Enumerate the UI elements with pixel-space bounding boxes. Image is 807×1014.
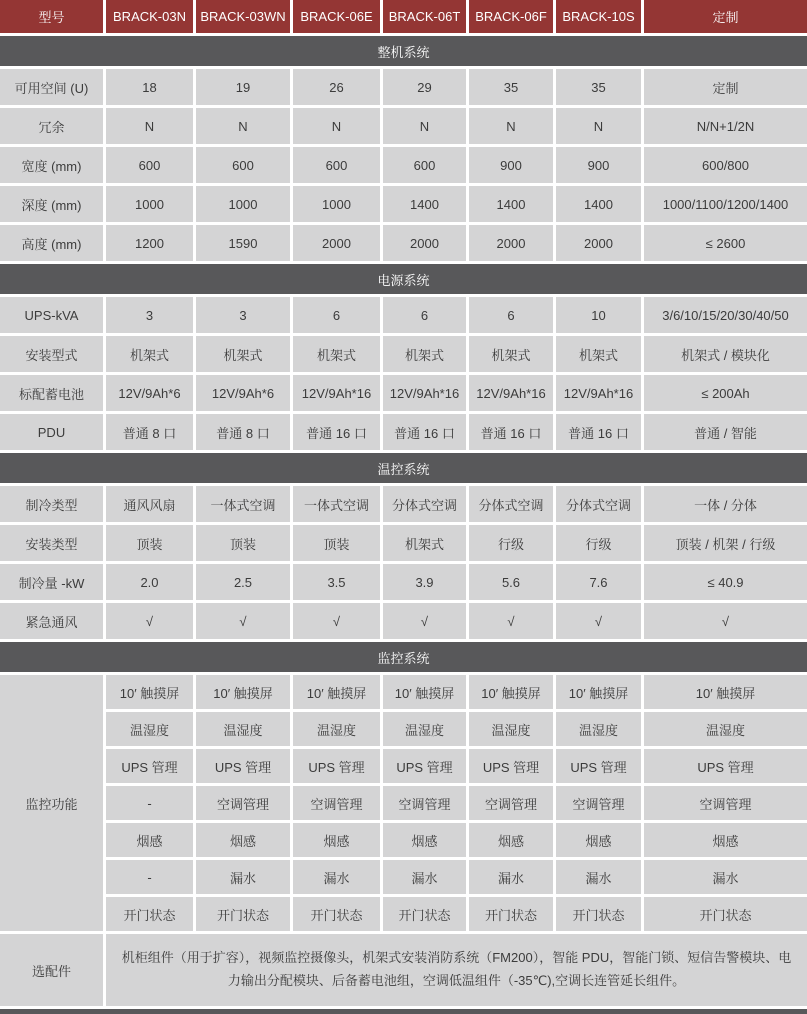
table-header-row (0, 0, 807, 33)
spec-cell: √ (644, 603, 807, 639)
spec-cell: 35 (469, 69, 553, 105)
monitoring-cell: 温湿度 (196, 712, 290, 746)
monitoring-cell: 开门状态 (196, 897, 290, 931)
monitoring-cell: 10′ 触摸屏 (644, 675, 807, 709)
monitoring-cell: - (106, 786, 193, 820)
section-title-bar: 整机系统 (0, 36, 807, 66)
spec-cell: 1000/1100/1200/1400 (644, 186, 807, 222)
spec-cell: 2000 (556, 225, 641, 261)
monitoring-cell: UPS 管理 (556, 749, 641, 783)
options-row (0, 934, 807, 1006)
spec-cell: ≤ 2600 (644, 225, 807, 261)
model-header-cell: BRACK-06F (469, 0, 553, 33)
monitoring-cell: 漏水 (469, 860, 553, 894)
spec-cell: 6 (383, 297, 466, 333)
row-label: 安装类型 (0, 525, 103, 561)
spec-cell: 12V/9Ah*6 (196, 375, 290, 411)
spec-cell: 一体式空调 (293, 486, 380, 522)
monitoring-cell: 开门状态 (644, 897, 807, 931)
table-row (0, 525, 807, 561)
monitoring-cell: 漏水 (383, 860, 466, 894)
spec-cell: 600 (106, 147, 193, 183)
monitoring-cell: 温湿度 (106, 712, 193, 746)
monitoring-cell: 开门状态 (383, 897, 466, 931)
spec-cell: 普通 16 口 (293, 414, 380, 450)
spec-cell: 1590 (196, 225, 290, 261)
row-label: 深度 (mm) (0, 186, 103, 222)
spec-cell: 机架式 (469, 336, 553, 372)
spec-cell: 1400 (556, 186, 641, 222)
monitoring-cell: 10′ 触摸屏 (196, 675, 290, 709)
table-row (0, 603, 807, 639)
monitoring-cell: 烟感 (293, 823, 380, 857)
monitoring-cell: 10′ 触摸屏 (383, 675, 466, 709)
spec-cell: 3/6/10/15/20/30/40/50 (644, 297, 807, 333)
spec-cell: ≤ 200Ah (644, 375, 807, 411)
monitoring-cell: 空调管理 (293, 786, 380, 820)
spec-cell: 机架式 / 模块化 (644, 336, 807, 372)
model-column-header: 型号 (0, 0, 103, 33)
monitoring-cell: 空调管理 (556, 786, 641, 820)
monitoring-cell: 烟感 (469, 823, 553, 857)
monitoring-cell: 空调管理 (469, 786, 553, 820)
spec-cell: 12V/9Ah*16 (469, 375, 553, 411)
spec-cell: 3.5 (293, 564, 380, 600)
monitoring-cell: 烟感 (383, 823, 466, 857)
spec-cell: 600 (383, 147, 466, 183)
model-header-cell: BRACK-03N (106, 0, 193, 33)
table-row (0, 297, 807, 333)
table-row (0, 414, 807, 450)
row-label: 高度 (mm) (0, 225, 103, 261)
spec-cell: √ (196, 603, 290, 639)
spec-cell: 一体式空调 (196, 486, 290, 522)
table-row (0, 336, 807, 372)
monitoring-cell: 漏水 (293, 860, 380, 894)
spec-cell: 机架式 (383, 336, 466, 372)
monitoring-cell: UPS 管理 (469, 749, 553, 783)
spec-cell: 1000 (293, 186, 380, 222)
row-label: 制冷量 -kW (0, 564, 103, 600)
monitoring-cell: 温湿度 (556, 712, 641, 746)
monitoring-cell: 10′ 触摸屏 (106, 675, 193, 709)
monitoring-cell: 烟感 (644, 823, 807, 857)
model-header-cell: BRACK-03WN (196, 0, 290, 33)
monitoring-cell: 10′ 触摸屏 (469, 675, 553, 709)
spec-cell: 1000 (106, 186, 193, 222)
spec-cell: 1400 (469, 186, 553, 222)
spec-cell: 行级 (556, 525, 641, 561)
section-title-bar: 监控系统 (0, 642, 807, 672)
model-header-cell: BRACK-06T (383, 0, 466, 33)
spec-cell: 机架式 (383, 525, 466, 561)
monitoring-cell: 温湿度 (469, 712, 553, 746)
monitoring-cell: 漏水 (644, 860, 807, 894)
monitoring-cell: 空调管理 (383, 786, 466, 820)
spec-cell: 分体式空调 (556, 486, 641, 522)
spec-cell: 5.6 (469, 564, 553, 600)
row-label: 安装型式 (0, 336, 103, 372)
table-row (0, 225, 807, 261)
monitoring-cell: 开门状态 (106, 897, 193, 931)
table-row (0, 108, 807, 144)
model-header-cell: BRACK-06E (293, 0, 380, 33)
monitoring-cell: 温湿度 (644, 712, 807, 746)
monitoring-cell: 空调管理 (196, 786, 290, 820)
spec-cell: 一体 / 分体 (644, 486, 807, 522)
monitoring-cell: UPS 管理 (196, 749, 290, 783)
spec-cell: 普通 16 口 (556, 414, 641, 450)
spec-cell: N (383, 108, 466, 144)
monitoring-cell: 空调管理 (644, 786, 807, 820)
spec-cell: N/N+1/2N (644, 108, 807, 144)
spec-cell: 900 (556, 147, 641, 183)
monitoring-cell: 10′ 触摸屏 (293, 675, 380, 709)
spec-cell: 19 (196, 69, 290, 105)
spec-cell: N (556, 108, 641, 144)
table-row (0, 186, 807, 222)
spec-cell: 顶装 (106, 525, 193, 561)
spec-cell: 600/800 (644, 147, 807, 183)
row-label: 宽度 (mm) (0, 147, 103, 183)
spec-cell: 29 (383, 69, 466, 105)
spec-cell: √ (469, 603, 553, 639)
spec-cell: 2000 (469, 225, 553, 261)
spec-cell: N (106, 108, 193, 144)
monitoring-cell: 温湿度 (383, 712, 466, 746)
monitoring-cell: 温湿度 (293, 712, 380, 746)
spec-cell: 3 (106, 297, 193, 333)
spec-cell: N (196, 108, 290, 144)
monitoring-cell: 10′ 触摸屏 (556, 675, 641, 709)
row-label: UPS-kVA (0, 297, 103, 333)
monitoring-block (0, 675, 807, 931)
row-label: PDU (0, 414, 103, 450)
spec-cell: 机架式 (196, 336, 290, 372)
table-row (0, 486, 807, 522)
bottom-bar (0, 1009, 807, 1014)
spec-cell: √ (106, 603, 193, 639)
spec-cell: 机架式 (106, 336, 193, 372)
spec-cell: 通风风扇 (106, 486, 193, 522)
spec-cell: 顶装 (196, 525, 290, 561)
table-row (0, 375, 807, 411)
spec-cell: 3.9 (383, 564, 466, 600)
monitoring-cell: 开门状态 (293, 897, 380, 931)
monitoring-cell: UPS 管理 (293, 749, 380, 783)
row-label: 紧急通风 (0, 603, 103, 639)
monitoring-cell: 烟感 (106, 823, 193, 857)
spec-cell: N (469, 108, 553, 144)
spec-cell: 35 (556, 69, 641, 105)
options-label: 选配件 (0, 934, 103, 1006)
monitoring-cell: 烟感 (556, 823, 641, 857)
monitoring-cell: 漏水 (196, 860, 290, 894)
spec-cell: √ (556, 603, 641, 639)
spec-cell: 普通 8 口 (196, 414, 290, 450)
spec-cell: 12V/9Ah*16 (556, 375, 641, 411)
monitoring-cell: UPS 管理 (644, 749, 807, 783)
section-title-bar: 电源系统 (0, 264, 807, 294)
spec-cell: N (293, 108, 380, 144)
spec-cell: 1200 (106, 225, 193, 261)
monitoring-cell: 开门状态 (469, 897, 553, 931)
spec-cell: 1400 (383, 186, 466, 222)
monitoring-cell: 烟感 (196, 823, 290, 857)
spec-cell: 12V/9Ah*16 (293, 375, 380, 411)
spec-cell: √ (293, 603, 380, 639)
section-title-bar: 温控系统 (0, 453, 807, 483)
monitoring-grid (106, 675, 807, 931)
spec-cell: 普通 8 口 (106, 414, 193, 450)
spec-cell: 分体式空调 (383, 486, 466, 522)
spec-cell: 12V/9Ah*6 (106, 375, 193, 411)
spec-cell: 900 (469, 147, 553, 183)
row-label: 可用空间 (U) (0, 69, 103, 105)
spec-cell: √ (383, 603, 466, 639)
table-row (0, 564, 807, 600)
model-header-cell: BRACK-10S (556, 0, 641, 33)
spec-cell: 顶装 / 机架 / 行级 (644, 525, 807, 561)
spec-cell: 2000 (383, 225, 466, 261)
table-row (0, 147, 807, 183)
spec-cell: 26 (293, 69, 380, 105)
spec-cell: 10 (556, 297, 641, 333)
spec-cell: 18 (106, 69, 193, 105)
row-label: 标配蓄电池 (0, 375, 103, 411)
spec-cell: 12V/9Ah*16 (383, 375, 466, 411)
spec-cell: 2.0 (106, 564, 193, 600)
row-label: 冗余 (0, 108, 103, 144)
spec-cell: 600 (293, 147, 380, 183)
monitoring-cell: 漏水 (556, 860, 641, 894)
spec-cell: 6 (469, 297, 553, 333)
spec-cell: ≤ 40.9 (644, 564, 807, 600)
spec-cell: 行级 (469, 525, 553, 561)
spec-cell: 2.5 (196, 564, 290, 600)
row-label: 制冷类型 (0, 486, 103, 522)
spec-cell: 顶装 (293, 525, 380, 561)
spec-cell: 7.6 (556, 564, 641, 600)
model-header-cell: 定制 (644, 0, 807, 33)
spec-cell: 普通 16 口 (469, 414, 553, 450)
monitoring-cell: UPS 管理 (383, 749, 466, 783)
spec-cell: 600 (196, 147, 290, 183)
spec-cell: 定制 (644, 69, 807, 105)
spec-cell: 2000 (293, 225, 380, 261)
spec-cell: 普通 / 智能 (644, 414, 807, 450)
monitoring-cell: - (106, 860, 193, 894)
options-text: 机柜组件（用于扩容），视频监控摄像头，机架式安装消防系统（FM200），智能 PDU，智能门锁、短信告警模块、电力输出分配模块、后备蓄电池组，空调低温组件（-35℃),空调长连管延长组件。 (106, 934, 807, 1006)
spec-cell: 6 (293, 297, 380, 333)
spec-cell: 1000 (196, 186, 290, 222)
table-row (0, 69, 807, 105)
monitoring-label: 监控功能 (0, 675, 103, 931)
spec-cell: 3 (196, 297, 290, 333)
spec-cell: 机架式 (556, 336, 641, 372)
spec-cell: 分体式空调 (469, 486, 553, 522)
spec-cell: 普通 16 口 (383, 414, 466, 450)
monitoring-cell: 开门状态 (556, 897, 641, 931)
monitoring-cell: UPS 管理 (106, 749, 193, 783)
spec-cell: 机架式 (293, 336, 380, 372)
